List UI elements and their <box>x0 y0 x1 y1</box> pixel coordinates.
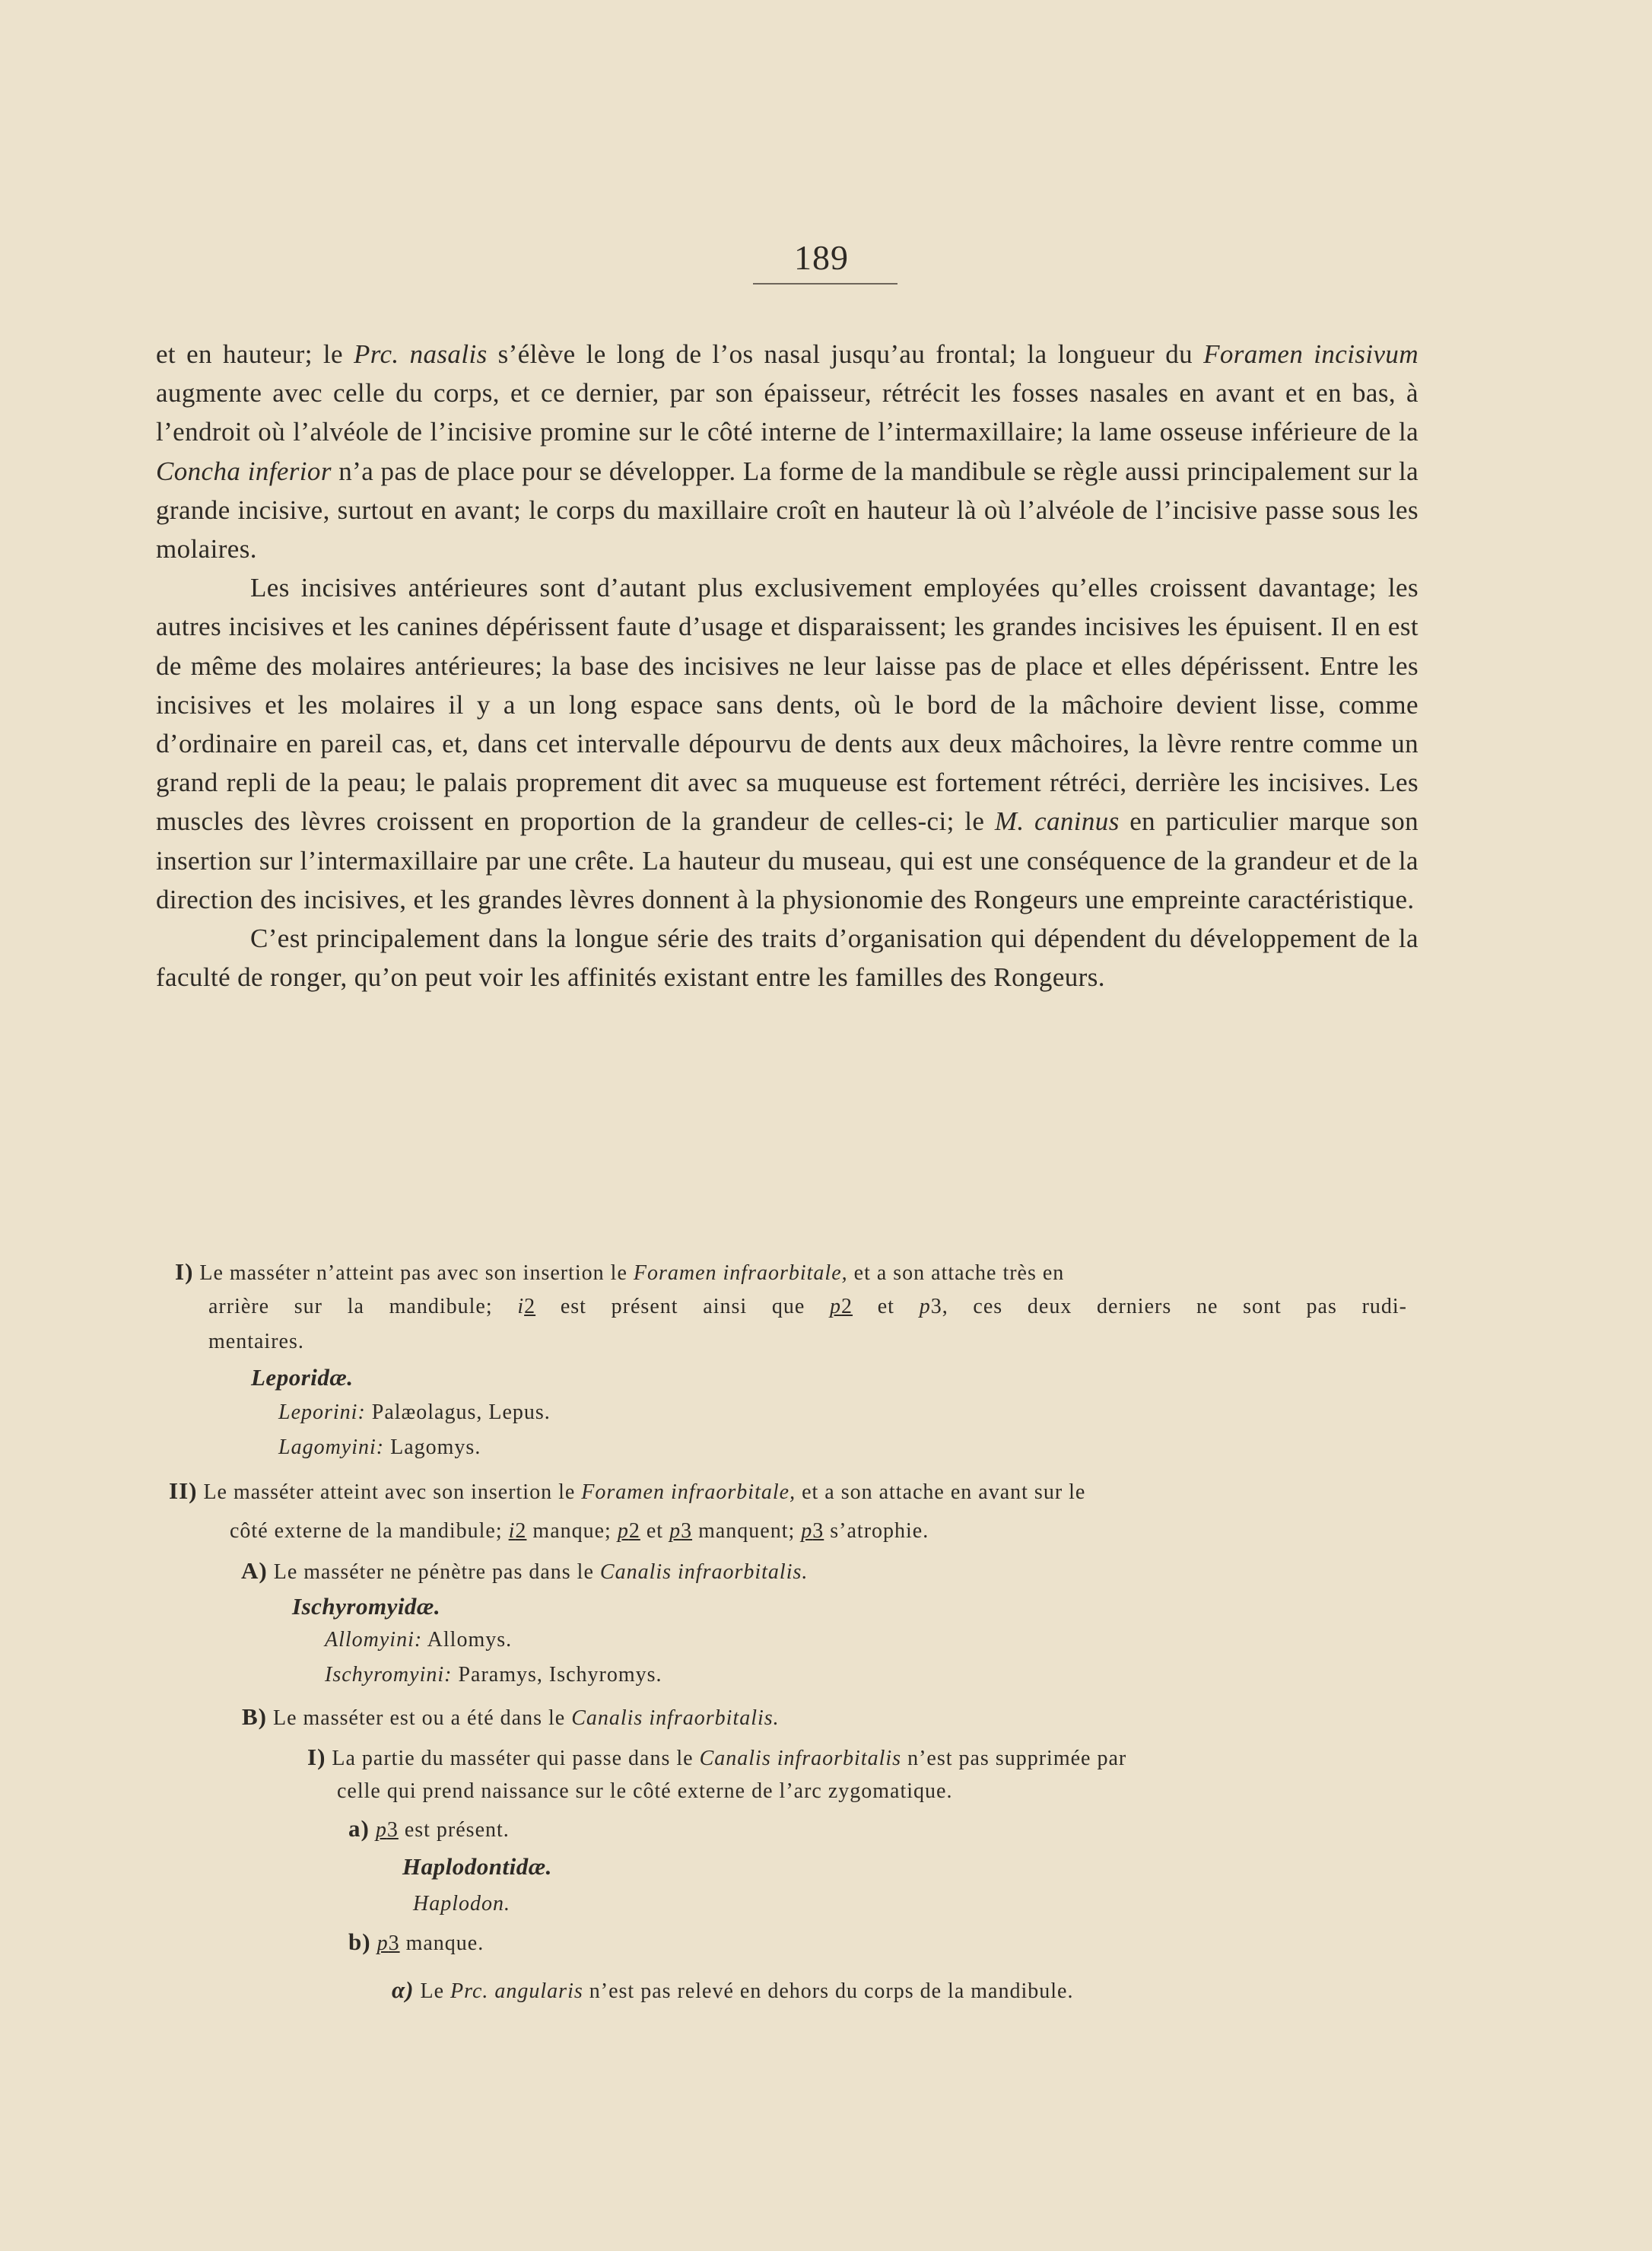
key-II-B <box>242 1704 780 1731</box>
key-I-line-2 <box>208 1294 1407 1320</box>
key-I-marker: I) <box>175 1258 194 1285</box>
text-run: 2 <box>628 1519 640 1543</box>
tribe-ischyromyini <box>325 1662 662 1688</box>
key-II-line-1 <box>169 1478 1085 1505</box>
text-run: arrière sur la mandibule; <box>208 1295 518 1318</box>
text-run: Les incisives antérieures sont d’autant plus exclusivement employées qu’elles croissent davantage; les autres incisives et les canines dépérissent faute d’usage et disparaissent; les grandes incisives les épuisent. Il en est de même des molaires antérieures; la base des incisives ne leur laisse pas de place et elles dépérissent. Entre les incisives et les molaires il y a un long espace sans dents, où le bord de la mâchoire devient lisse, comme d’ordinaire en pareil cas, et, dans cet intervalle dépourvu de dents aux deux mâchoires, la lèvre rentre comme un grand repli de la peau; le palais proprement dit avec sa muqueuse est fortement rétréci, derrière les incisives. Les muscles des lèvres croissent en proportion de la grandeur de celles-ci; le <box>156 573 1418 837</box>
key-alpha <box>392 1977 1073 2005</box>
text-run: Le masséter atteint avec son insertion le <box>203 1480 582 1504</box>
text-run: Concha inferior <box>156 456 332 486</box>
family-ischyromyidae: Ischyromyidæ. <box>292 1593 441 1620</box>
key-II-A-text <box>274 1560 809 1584</box>
tribe-genera: Allomys. <box>427 1628 513 1652</box>
text-run: Le masséter est ou a été dans le <box>273 1706 572 1730</box>
key-alpha-marker: α) <box>392 1976 415 2003</box>
text-run: Prc. nasalis <box>353 339 488 369</box>
text-run: 2 <box>841 1295 853 1318</box>
text-run: p <box>376 1931 389 1955</box>
text-run: augmente avec celle du corps, et ce dernier, par son épaisseur, rétrécit les fosses nasales en avant et en bas, à l’endroit où l’alvéole de l’incisive promine sur le côté interne de l’intermaxillaire; la lame osseuse inférieure de la <box>156 378 1418 447</box>
key-II-B-I-line-2: celle qui prend naissance sur le côté externe de l’arc zygomatique. <box>337 1779 953 1803</box>
tribe-allomyini <box>325 1627 512 1653</box>
key-I-line-3: mentaires. <box>208 1330 304 1353</box>
tribe-name: Leporini: <box>278 1401 366 1424</box>
text-run: n’a pas de place pour se développer. La forme de la mandibule se règle aussi principalement sur la grande incisive, surtout en avant; le corps du maxillaire croît en hauteur là où l’alvéole de l’incisive passe sous les molaires. <box>156 456 1418 564</box>
key-b-marker: b) <box>348 1928 371 1955</box>
text-run: et a son attache très en <box>847 1261 1065 1285</box>
text-run: Le <box>420 1979 451 2003</box>
text-run: p <box>375 1818 387 1842</box>
tribe-genera: Lagomys. <box>390 1435 481 1459</box>
text-run: i <box>508 1519 516 1543</box>
key-b-text <box>377 1931 484 1955</box>
key-alpha-text <box>420 1979 1073 2003</box>
family-haplodontidae: Haplodontidæ. <box>402 1853 552 1880</box>
text-run: p <box>801 1519 813 1543</box>
text-run: n’est pas relevé en dehors du corps de la mandibule. <box>583 1979 1074 2003</box>
key-b <box>348 1929 484 1957</box>
tribe-leporini <box>278 1400 551 1426</box>
text-run: M. caninus <box>994 806 1120 837</box>
key-II-text-1 <box>203 1480 1085 1504</box>
text-run: 2 <box>524 1295 536 1318</box>
text-run: 3 <box>386 1818 399 1842</box>
text-run: p <box>919 1295 931 1318</box>
key-II-A-marker: A) <box>241 1557 268 1584</box>
tribe-genera: Paramys, Ischyromys. <box>458 1663 662 1687</box>
text-run: n’est pas supprimée par <box>901 1747 1127 1770</box>
text-run: s’atrophie. <box>824 1519 929 1543</box>
text-run: est présent ainsi que <box>535 1295 831 1318</box>
text-run: Prc. angularis <box>450 1979 583 2003</box>
genus-haplodon: Haplodon. <box>413 1892 510 1916</box>
text-run: Le masséter ne pénètre pas dans le <box>273 1560 600 1584</box>
text-run: côté externe de la mandibule; <box>230 1519 509 1543</box>
key-a-text <box>376 1818 510 1842</box>
text-run: s’élève le long de l’os nasal jusqu’au frontal; la longueur du <box>487 339 1204 369</box>
text-run: Canalis infraorbitalis. <box>571 1706 780 1730</box>
tribe-genera: Palæolagus, Lepus. <box>371 1401 551 1424</box>
text-run: et <box>640 1519 670 1543</box>
text-run: p <box>830 1295 842 1318</box>
text-run: La partie du masséter qui passe dans le <box>332 1747 700 1770</box>
key-I-line-1 <box>175 1259 1064 1286</box>
page-number: 189 <box>794 238 849 277</box>
text-run: Foramen infraorbitale, <box>633 1261 848 1285</box>
text-run: 2 <box>515 1519 527 1543</box>
key-II-line-2 <box>230 1518 929 1544</box>
key-II-B-I-line-1 <box>307 1744 1126 1772</box>
text-run: manque; <box>526 1519 618 1543</box>
key-II-B-marker: B) <box>242 1703 267 1730</box>
text-run: p <box>669 1519 681 1543</box>
tribe-name: Ischyromyini: <box>325 1663 453 1687</box>
key-I-text-1 <box>199 1261 1064 1285</box>
text-run: 3 <box>681 1519 693 1543</box>
key-a-marker: a) <box>348 1815 370 1842</box>
text-run: Foramen infraorbitale, <box>581 1480 796 1504</box>
text-run: p <box>617 1519 629 1543</box>
text-run: manquent; <box>692 1519 802 1543</box>
text-run: 3 <box>812 1519 824 1543</box>
text-run: Foramen incisivum <box>1203 339 1418 369</box>
key-II-marker: II) <box>169 1477 198 1504</box>
text-run: 3, ces deux derniers ne sont pas rudi- <box>930 1295 1407 1318</box>
key-II-B-I-text <box>332 1747 1126 1770</box>
text-run: et a son attache en avant sur le <box>796 1480 1086 1504</box>
text-run: et <box>853 1295 920 1318</box>
text-run: et en hauteur; le <box>156 339 354 369</box>
tribe-name: Allomyini: <box>325 1628 423 1652</box>
key-a <box>348 1816 510 1843</box>
text-run: C’est principalement dans la longue série des traits d’organisation qui dépendent du développement de la faculté de ronger, qu’on peut voir les affinités existant entre les familles des Rongeurs. <box>156 924 1418 993</box>
text-run: Canalis infraorbitalis. <box>599 1560 809 1584</box>
tribe-lagomyini <box>278 1435 481 1461</box>
text-run: Le masséter n’atteint pas avec son insertion le <box>199 1261 634 1285</box>
key-II-A <box>241 1558 808 1585</box>
family-leporidae: Leporidæ. <box>251 1364 354 1391</box>
key-II-B-I-marker: I) <box>307 1744 326 1770</box>
text-run: Canalis infraorbitalis <box>699 1747 902 1770</box>
tribe-name: Lagomyini: <box>278 1435 385 1459</box>
text-run: 3 <box>388 1931 400 1955</box>
text-run: manque. <box>399 1931 484 1955</box>
text-run: est présent. <box>398 1818 510 1842</box>
text-run: en particulier marque son insertion sur l’intermaxillaire par une crête. La hauteur du museau, qui est une conséquence de la grandeur et de la direction des incisives, et les grandes lèvres donnent à la physionomie des Rongeurs une empreinte caractéristique. <box>156 806 1418 914</box>
key-II-B-text <box>273 1706 780 1730</box>
text-run: i <box>517 1295 525 1318</box>
